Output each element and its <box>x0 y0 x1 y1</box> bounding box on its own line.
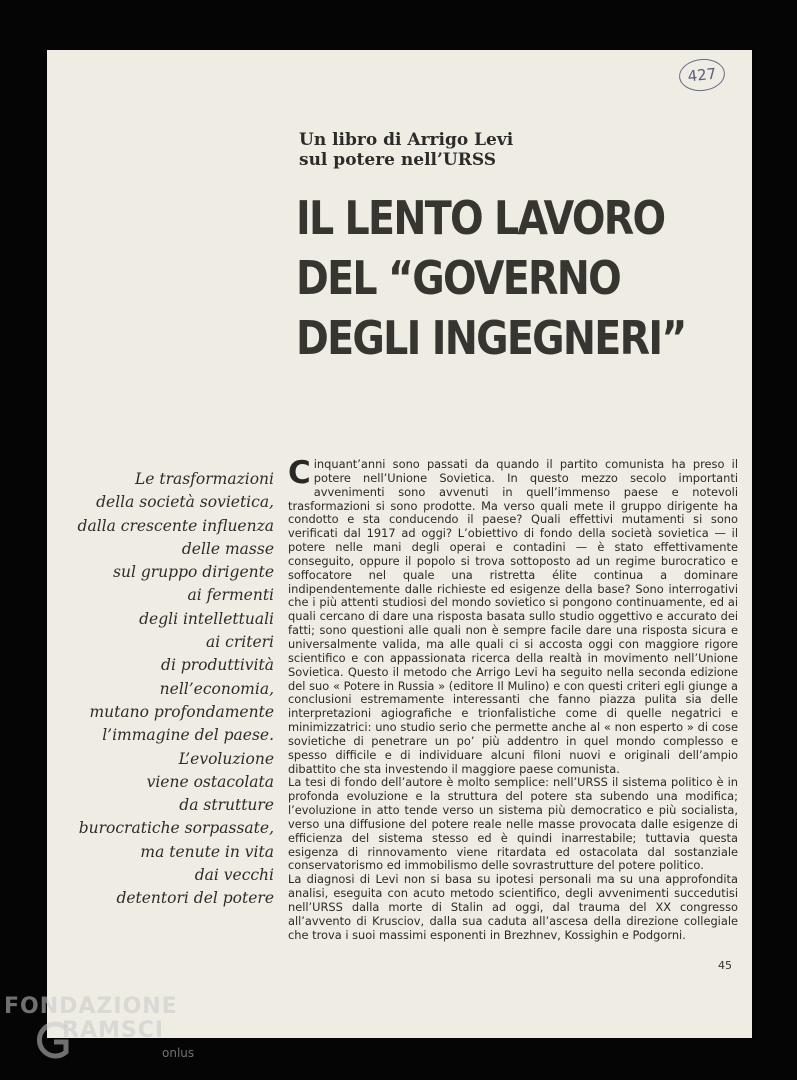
sidebar-line: L’evoluzione <box>178 749 274 768</box>
article-headline <box>296 188 686 368</box>
headline-line: IL LENTO LAVORO <box>296 191 665 245</box>
archive-watermark <box>4 994 204 1074</box>
watermark-line1: FONDAZIONE <box>4 994 178 1019</box>
sidebar-line: ai criteri <box>206 633 274 652</box>
paragraph-3: La diagnosi di Levi non si basa su ipotesi personali ma su una approfondita analisi, eseguita con acuto metodo scientifico, degli avvenimenti succedutisi nell’URSS dalla morte di Stalin ad oggi, dal trauma del XX congresso all’avvento di Krusciov, dalla sua caduta all’ascesa della direzione collegiale che trova i suoi massimi esponenti in Brezhnev, Kossighin e Podgorni. <box>288 872 738 942</box>
sidebar-line: ai fermenti <box>187 586 274 605</box>
article-kicker <box>299 130 719 170</box>
watermark-suffix: onlus <box>162 1046 195 1060</box>
paragraph-2: La tesi di fondo dell’autore è molto semplice: nell’URSS il sistema politico è in profonda evoluzione e la struttura del potere sta subendo una modifica; l’evoluzione in atto tende verso un sistema più democratico e più socialista, verso una diffusione del potere reale nelle masse provocata dalle esigenze di efficienza del sistema stesso ed è quindi inarrestabile; tuttavia questa esigenza di rinnovamento viene ritardata ed ostacolata dal sostanziale conservatorismo ed immobilismo delle sovrastrutture del potere politico. <box>288 775 738 873</box>
article-summary-sidebar <box>62 468 274 911</box>
sidebar-line: dai vecchi <box>194 866 274 885</box>
sidebar-line: ma tenute in vita <box>140 842 274 861</box>
sidebar-line: degli intellettuali <box>139 609 274 628</box>
kicker-line: Un libro di Arrigo Levi <box>299 130 514 150</box>
sidebar-line: dalla crescente influenza <box>77 516 274 535</box>
watermark-line2: RAMSCI <box>62 1018 165 1043</box>
drop-cap: C <box>288 455 311 491</box>
headline-line: DEL “GOVERNO <box>296 251 621 305</box>
kicker-line: sul potere nell’URSS <box>299 150 497 170</box>
sidebar-line: l’immagine del paese. <box>102 726 274 745</box>
sidebar-line: delle masse <box>181 539 274 558</box>
sidebar-line: Le trasformazioni <box>134 470 274 488</box>
page-number: 45 <box>718 959 732 972</box>
headline-line: DEGLI INGEGNERI” <box>296 311 686 365</box>
sidebar-line: della società sovietica, <box>96 493 274 512</box>
paragraph-1-text: inquant’anni sono passati da quando il partito comunista ha preso il potere nell’Unione Sovietica. In questo mezzo secolo importanti avvenimenti sono avvenuti in quell’immenso paese e notevoli trasformazioni si sono prodotte. Ma verso quali mete il gruppo dirigente ha condotto e sta conducendo il paese? Quali effettivi mutamenti si sono verificati dal 1917 ad oggi? L’obiettivo di fondo della società sovietica — il potere nelle mani degli operai e contadini — è stato effettivamente conseguito, oppure il popolo si trova sottoposto ad un regime burocratico e soffocatore nel quale una ristretta élite continua a dominare indipendentemente dalle richieste ed esigenze della base? Sono interrogativi che i più attenti studiosi del mondo sovietico si pongono continuamente, ed ai quali cercano di dare una risposta basata sullo studio oggettivo e accurato dei fatti; sono questioni alle quali non è sempre facile dare una risposta sicura e universalmente valida, ma alle quali ci si accosta oggi con maggiore rigore scientifico e con appassionata ricerca della realtà in movimento nell’Unione Sovietica. Questo il metodo che Arrigo Levi ha seguito nella seconda edizione del suo « Potere in Russia » (editore Il Mulino) e con questi criteri egli giunge a conclusioni estremamente interessanti che fanno piazza pulita sia delle interpretazioni agiografiche e trionfalistiche come di quelle negatrici e minimizzatrici: uno studio serio che permette anche al « non esperto » di cose sovietiche di penetrare un po’ più addentro in quel mondo complesso e spesso difficile e di individuare alcuni filoni nuovi e originali dell’ampio dibattito che sta investendo il maggiore paese comunista. <box>288 457 738 776</box>
sidebar-line: sul gruppo dirigente <box>113 563 274 582</box>
sidebar-line: burocratiche sorpassate, <box>78 819 274 838</box>
sidebar-line: da strutture <box>179 796 274 815</box>
sidebar-line: di produttività <box>161 656 274 675</box>
paragraph-1 <box>288 455 738 776</box>
sidebar-line: viene ostacolata <box>146 772 274 791</box>
sidebar-line: mutano profondamente <box>89 702 274 721</box>
sidebar-line: nell’economia, <box>159 679 274 698</box>
article-body <box>288 455 738 943</box>
archive-number-annotation: 427 <box>677 57 726 94</box>
sidebar-line: detentori del potere <box>116 889 274 908</box>
